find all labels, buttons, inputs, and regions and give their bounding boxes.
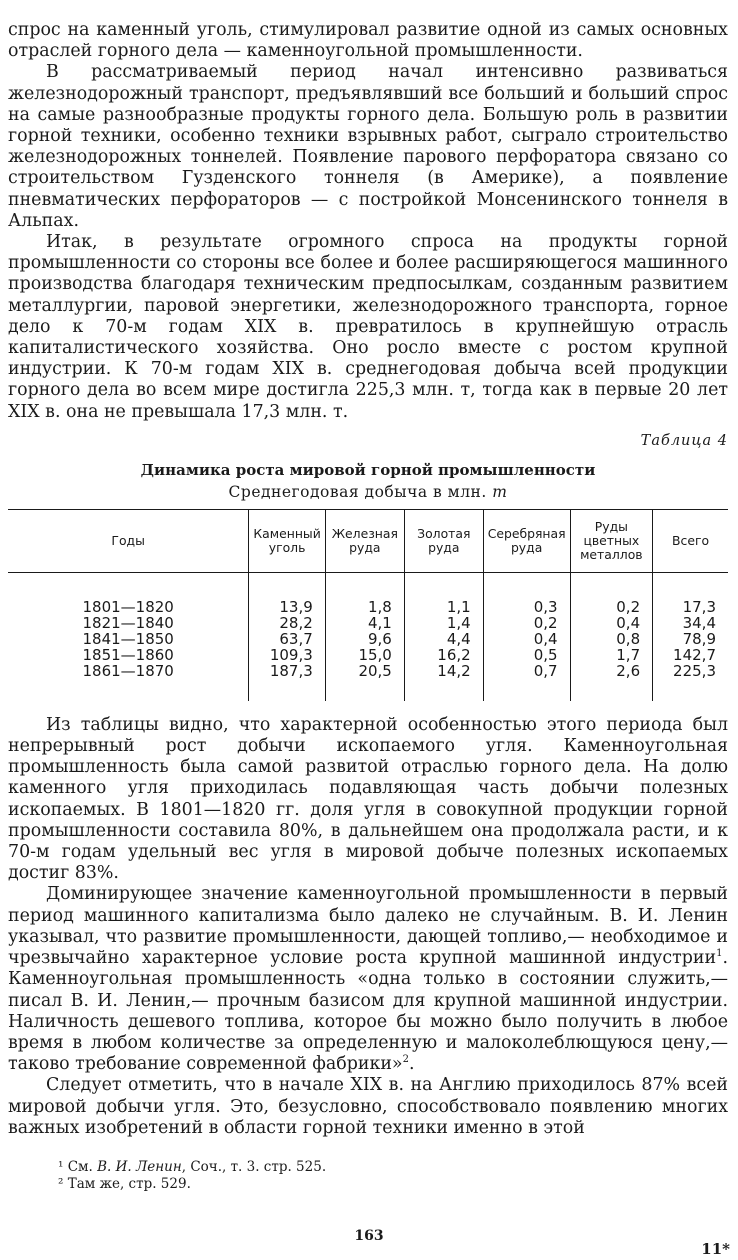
footnote-1 (58, 1159, 728, 1176)
footnote-1-rest: , Соч., т. 3. стр. 525. (181, 1158, 327, 1175)
header-silver-ore: Серебряная руда (483, 509, 570, 572)
footnote-ref-2: 2 (402, 1054, 409, 1066)
signature-mark: 11* (701, 1240, 730, 1258)
cell-silver-ore: 0,2 (483, 615, 570, 631)
paragraph-5-part-b: . Каменноугольная промышленность «одна только в состоянии служить,— писал В. И. Ленин,— прочным базисом для крупной машинной индустрии. Наличность дешевого топлива, которое бы можно было получить в любое время в любом количестве за определенную и малоколеблющуюся цену,— таково требование современной фабрики» (8, 948, 728, 1075)
table-subtitle-unit: т (492, 482, 508, 501)
paragraph-5 (8, 884, 728, 1075)
paragraph-6: Следует отметить, что в начале XIX в. на Англию приходилось 87% всей мировой добычи угля. Это, безусловно, способствовало появлению многих важных изобретений в области горной техники именно в этой (8, 1075, 728, 1138)
header-years: Годы (8, 509, 249, 572)
cell-total: 78,9 (653, 631, 728, 647)
table-spacer-row (8, 572, 728, 599)
production-table (8, 509, 728, 701)
cell-nonferrous-ore: 1,7 (570, 647, 653, 663)
cell-total: 17,3 (653, 599, 728, 615)
cell-gold-ore: 1,1 (404, 599, 483, 615)
cell-nonferrous-ore: 2,6 (570, 663, 653, 679)
table-subtitle (8, 483, 728, 501)
cell-nonferrous-ore: 0,2 (570, 599, 653, 615)
cell-iron-ore: 20,5 (325, 663, 404, 679)
footnote-1-author: В. И. Ленин (97, 1158, 182, 1175)
paragraph-3: Итак, в результате огромного спроса на продукты горной промышленности со стороны все более и более расширяющегося машинного производства благодаря техническим предпосылкам, созданным развитием металлургии, паровой энергетики, железнодорожного транспорта, горное дело к 70-м годам XIX в. превратилось в крупнейшую отрасль капиталистического хозяйства. Оно росло вместе с ростом крупной индустрии. К 70-м годам XIX в. среднегодовая добыча всей продукции горного дела во всем мире достигла 225,3 млн. т, тогда как в первые 20 лет XIX в. она не превышала 17,3 млн. т. (8, 232, 728, 422)
page-number: 163 (354, 1228, 384, 1244)
table-header-row (8, 509, 728, 572)
footnotes (58, 1159, 728, 1193)
cell-silver-ore: 0,7 (483, 663, 570, 679)
cell-silver-ore: 0,3 (483, 599, 570, 615)
header-total: Всего (653, 509, 728, 572)
footnote-ref-1: 1 (716, 948, 723, 960)
cell-silver-ore: 0,4 (483, 631, 570, 647)
page-body (8, 20, 728, 1193)
cell-total: 34,4 (653, 615, 728, 631)
table-row (8, 599, 728, 615)
cell-coal: 63,7 (249, 631, 325, 647)
cell-iron-ore: 4,1 (325, 615, 404, 631)
cell-iron-ore: 9,6 (325, 631, 404, 647)
cell-total: 225,3 (653, 663, 728, 679)
table-title: Динамика роста мировой горной промышленности (140, 460, 596, 479)
cell-years: 1821—1840 (82, 613, 174, 632)
cell-coal: 28,2 (249, 615, 325, 631)
cell-total: 142,7 (653, 647, 728, 663)
table-row (8, 647, 728, 663)
cell-coal: 109,3 (249, 647, 325, 663)
cell-silver-ore: 0,5 (483, 647, 570, 663)
cell-years: 1841—1850 (82, 629, 174, 648)
paragraph-2: В рассматриваемый период начал интенсивно развиваться железнодорожный транспорт, предъявлявший все больший и больший спрос на самые разнообразные продукты горного дела. Большую роль в развитии горной техники, особенно техники взрывных работ, сыграло строительство железнодорожных тоннелей. Появление парового перфоратора связано со строительством Гузденского тоннеля (в Америке), а появление пневматических перфораторов — с постройкой Монсенинского тоннеля в Альпах. (8, 62, 728, 231)
cell-coal: 13,9 (249, 599, 325, 615)
header-gold-ore: Золотая руда (404, 509, 483, 572)
paragraph-4: Из таблицы видно, что характерной особенностью этого периода был непрерывный рост добычи ископаемого угля. Каменноугольная промышленность была самой развитой отраслью горного дела. На долю каменного угля приходилась подавляющая часть добычи полезных ископаемых. В 1801—1820 гг. доля угля в совокупной продукции горной промышленности составила 80%, в дальнейшем она продолжала расти, и к 70-м годам удельный вес угля в мировой добыче полезных ископаемых достиг 83%. (8, 714, 728, 884)
cell-gold-ore: 1,4 (404, 615, 483, 631)
cell-gold-ore: 14,2 (404, 663, 483, 679)
footnote-1-pre: См. (67, 1158, 93, 1175)
footnote-1-mark: ¹ (58, 1158, 64, 1175)
header-nonferrous-ore: Руды цветных металлов (570, 509, 653, 572)
cell-gold-ore: 16,2 (404, 647, 483, 663)
cell-iron-ore: 15,0 (325, 647, 404, 663)
footnote-2-mark: ² (58, 1175, 64, 1192)
cell-coal: 187,3 (249, 663, 325, 679)
cell-iron-ore: 1,8 (325, 599, 404, 615)
paragraph-5-part-c: . (408, 1054, 415, 1075)
cell-years: 1801—1820 (82, 597, 174, 616)
paragraph-1: спрос на каменный уголь, стимулировал развитие одной из самых основных отраслей горного дела — каменноугольной промышленности. (8, 20, 728, 62)
cell-nonferrous-ore: 0,4 (570, 615, 653, 631)
table-row (8, 615, 728, 631)
header-iron-ore: Железная руда (325, 509, 404, 572)
paragraph-5-part-a: Доминирующее значение каменноугольной промышленности в первый период машинного капитализма было далеко не случайным. В. И. Ленин указывал, что развитие промышленности, дающей топливо,— необходимое и чрезвычайно характерное условие роста крупной машинной индустрии (8, 884, 728, 969)
table-row (8, 631, 728, 647)
table-tail-row (8, 679, 728, 701)
cell-nonferrous-ore: 0,8 (570, 631, 653, 647)
table-subtitle-text: Среднегодовая добыча в млн. (228, 482, 487, 501)
table-number-label: Таблица 4 (640, 432, 728, 449)
header-coal: Каменный уголь (249, 509, 325, 572)
table-row (8, 663, 728, 679)
footnote-2 (58, 1176, 728, 1193)
cell-gold-ore: 4,4 (404, 631, 483, 647)
cell-years: 1861—1870 (82, 661, 174, 680)
footnote-2-text: Там же, стр. 529. (67, 1175, 191, 1192)
cell-years: 1851—1860 (82, 645, 174, 664)
